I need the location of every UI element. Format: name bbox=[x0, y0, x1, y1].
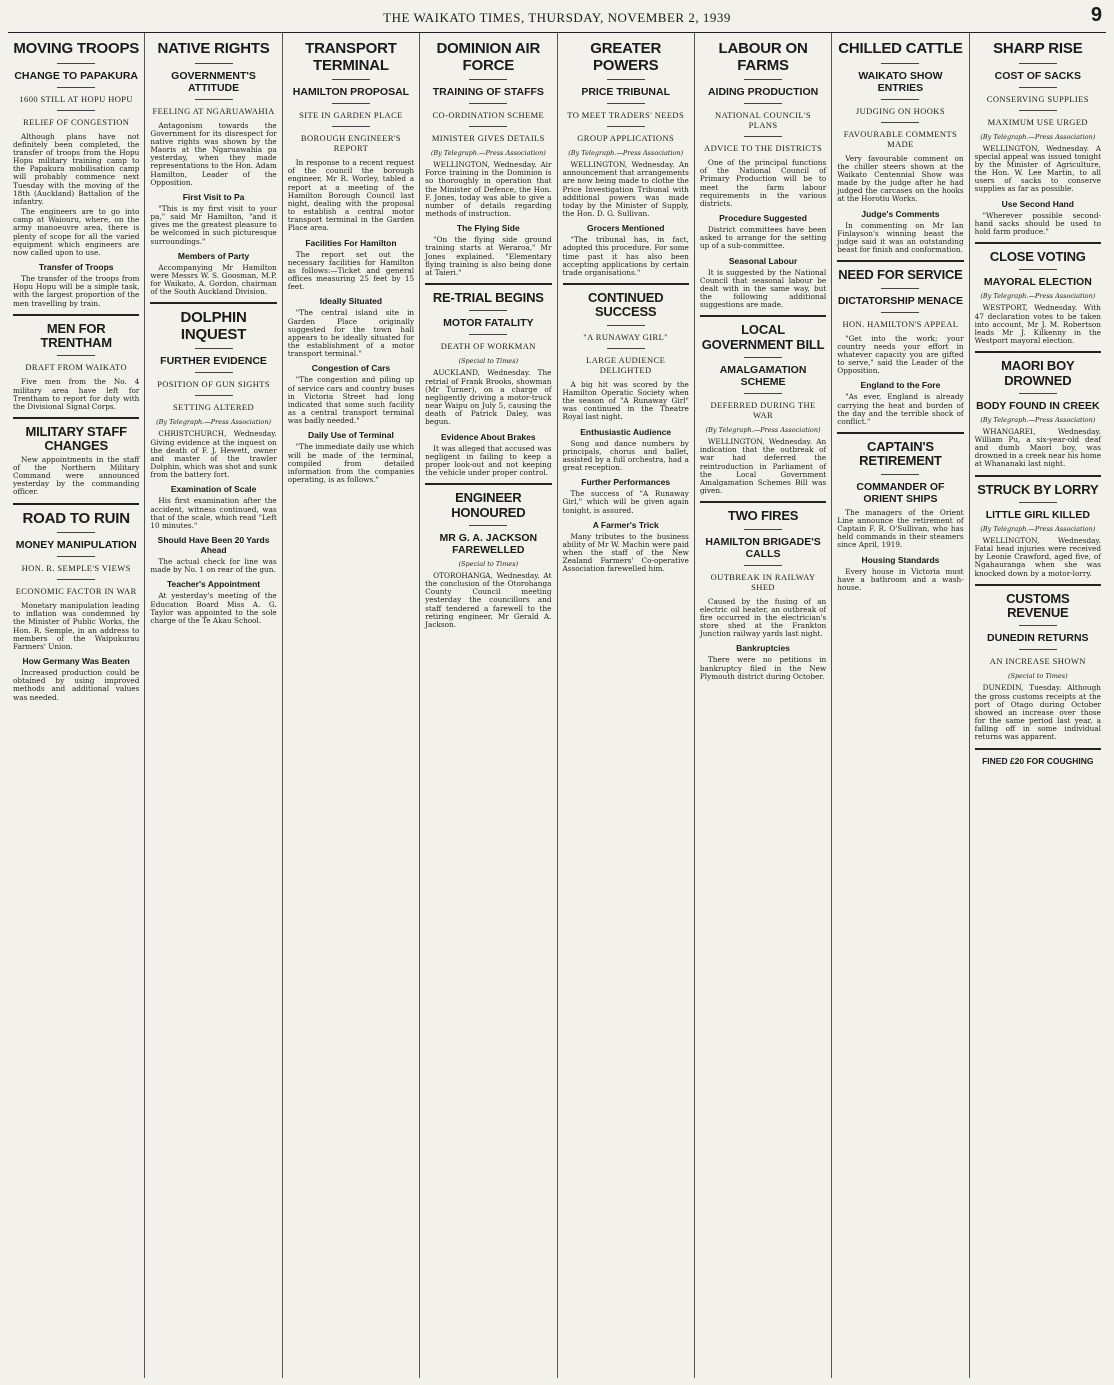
short-rule bbox=[1019, 393, 1057, 394]
divider bbox=[975, 351, 1101, 353]
subheading: HAMILTON BRIGADE'S CALLS bbox=[705, 535, 821, 560]
article-headline: STRUCK BY LORRY bbox=[977, 481, 1099, 497]
subheading: LITTLE GIRL KILLED bbox=[985, 508, 1090, 521]
masthead-title: THE WAIKATO TIMES, THURSDAY, NOVEMBER 2, 1939 bbox=[383, 10, 731, 25]
short-rule bbox=[744, 357, 782, 358]
short-rule bbox=[1019, 502, 1057, 503]
short-rule bbox=[195, 63, 233, 64]
subheading: COMMANDER OF ORIENT SHIPS bbox=[856, 480, 945, 505]
byline: (Special to Times) bbox=[1008, 672, 1068, 681]
article-section bbox=[425, 483, 551, 629]
paragraph: New appointments in the staff of the Northern Military Command were announced yesterday by the commanding officer. bbox=[13, 454, 140, 497]
paragraph: "Get into the work; your country needs your effort in whatever capacity you are gifted to serve," said the Leader of the Opposition. bbox=[837, 333, 964, 376]
byline: (By Telegraph.—Press Association) bbox=[980, 292, 1096, 301]
article-section bbox=[288, 430, 414, 484]
paragraph: WELLINGTON, Wednesday. A special appeal was issued tonight by the Minister of Agriculture, the Hon. W. Lee Martin, to all users of sacks to conserve supplies as far as possible. bbox=[974, 143, 1101, 194]
article-section bbox=[425, 223, 551, 277]
article-section bbox=[700, 41, 826, 208]
subheading: GOVERNMENT'S ATTITUDE bbox=[171, 69, 256, 94]
article-headline: CHILLED CATTLE bbox=[838, 40, 963, 57]
byline: (By Telegraph.—Press Association) bbox=[980, 524, 1096, 533]
article-headline: RE-TRIAL BEGINS bbox=[432, 290, 544, 306]
paragraph: It is suggested by the National Council that seasonal labour be dealt with in the same way, but the following additional suggestions are made. bbox=[699, 267, 827, 310]
subheading-tertiary: ECONOMIC FACTOR IN WAR bbox=[15, 586, 137, 596]
paragraph: WELLINGTON, Wednesday. Fatal head injuries were received by Leonie Crawford, aged five, of Ngahauranga when she was knocked down by a motor-lorry. bbox=[974, 535, 1101, 578]
article-headline: NATIVE RIGHTS bbox=[157, 40, 270, 57]
subheading-secondary: DEFERRED DURING THE WAR bbox=[710, 400, 816, 420]
paragraph: The report set out the necessary facilities for Hamilton as follows:—Ticket and general offices measuring 25 feet by 15 feet. bbox=[287, 249, 415, 292]
article-section bbox=[837, 260, 963, 375]
paragraph: "This is my first visit to your pa," said Mr Hamilton, "and it gives me the greatest pleasure to be welcomed in such picturesque surroundings." bbox=[150, 203, 277, 246]
short-rule bbox=[195, 348, 233, 349]
side-heading: First Visit to Pa bbox=[182, 191, 245, 202]
short-rule bbox=[332, 126, 370, 127]
paragraph: AUCKLAND, Wednesday. The retrial of Frank Brooks, showman (Mr Turner), on a charge of negligently driving a motor-truck near Waipu on July 5, causing the death of Patrick Daley, was begun. bbox=[425, 368, 552, 427]
article-section bbox=[150, 41, 276, 187]
paragraph: DUNEDIN, Tuesday. Although the gross customs receipts at the port of Otago during October showed an increase over those for the same period last year, a falling off in some individual returns was apparent. bbox=[974, 683, 1101, 742]
article-section bbox=[975, 475, 1101, 578]
article-headline: MILITARY STAFF CHANGES bbox=[25, 424, 127, 454]
paragraph: "The immediate daily use which will be made of the terminal, compiled from detailed information from the companies operating, is as follows." bbox=[287, 442, 415, 485]
side-heading: Daily Use of Terminal bbox=[308, 430, 394, 441]
subheading-tertiary: FAVOURABLE COMMENTS MADE bbox=[843, 128, 958, 149]
divider bbox=[975, 748, 1101, 750]
article-headline: GREATER POWERS bbox=[590, 40, 662, 74]
short-rule bbox=[881, 474, 919, 475]
paragraph: Accompanying Mr Hamilton were Messrs W. S. Goosman, M.P. for Waikato, A. Gordon, chairman of the South Auckland Division. bbox=[150, 262, 277, 297]
subheading: DUNEDIN RETURNS bbox=[987, 632, 1089, 645]
paragraph: His first examination after the accident, witness continued, was that of the scale, which read "Left 10 minutes." bbox=[150, 496, 277, 530]
column-3 bbox=[283, 33, 420, 1378]
article-section bbox=[700, 315, 826, 495]
paragraph: CHRISTCHURCH, Wednesday. Giving evidence at the inquest on the death of F. J. Hewett, owner and master of the trawler Dolphin, which was shot and sunk from the battery fort. bbox=[150, 429, 277, 480]
article-section bbox=[288, 363, 414, 425]
subheading-secondary: TO MEET TRADERS' NEEDS bbox=[567, 110, 685, 120]
subheading: MONEY MANIPULATION bbox=[15, 539, 137, 551]
article-section bbox=[700, 213, 826, 251]
byline: (By Telegraph.—Press Association) bbox=[568, 149, 684, 157]
paragraph: Monetary manipulation leading to inflation was condemned by the Minister of Public Works, the Hon. R. Semple, in an address to members of the Waipukurau Farmers' Union. bbox=[13, 601, 140, 651]
article-headline: LOCAL GOVERNMENT BILL bbox=[701, 322, 825, 352]
article-section bbox=[13, 314, 139, 411]
divider bbox=[425, 283, 551, 285]
side-heading: Examination of Scale bbox=[170, 484, 257, 495]
short-rule bbox=[744, 103, 782, 104]
side-heading: Teacher's Appointment bbox=[166, 579, 261, 590]
side-heading: Enthusiastic Audience bbox=[580, 426, 672, 437]
short-rule bbox=[332, 79, 370, 80]
paragraph: "The tribunal has, in fact, adopted this procedure. For some time past it has also been accepting applications by certain trade organisations." bbox=[562, 235, 689, 277]
short-rule bbox=[744, 565, 782, 566]
article-section bbox=[288, 41, 414, 233]
columns bbox=[8, 33, 1106, 1378]
article-section bbox=[563, 283, 689, 421]
subheading: BODY FOUND IN CREEK bbox=[976, 399, 1100, 412]
subheading-tertiary: RELIEF OF CONGESTION bbox=[23, 116, 130, 127]
subheading: MAYORAL ELECTION bbox=[983, 276, 1092, 289]
article-section bbox=[13, 656, 139, 702]
article-headline: TWO FIRES bbox=[727, 508, 799, 524]
subheading: CHANGE TO PAPAKURA bbox=[14, 69, 139, 82]
article-section bbox=[563, 427, 689, 473]
short-rule bbox=[744, 529, 782, 530]
column-6 bbox=[695, 33, 832, 1378]
short-rule bbox=[881, 312, 919, 313]
paragraph: The actual check for line was made by No. 1 on rear of the gun. bbox=[150, 557, 277, 575]
paragraph: Increased production could be obtained by using improved methods and additional values was needed. bbox=[13, 668, 140, 702]
paragraph: WHANGAREI, Wednesday. William Pu, a six-year-old deaf and dumb Maori boy, was drowned in a creek near his home at Whananaki last night. bbox=[974, 426, 1102, 469]
short-rule bbox=[744, 136, 782, 137]
article-section bbox=[563, 41, 689, 218]
article-section bbox=[13, 262, 139, 308]
side-heading: Grocers Mentioned bbox=[586, 223, 665, 234]
side-heading: Should Have Been 20 Yards Ahead bbox=[157, 535, 270, 556]
paragraph: Caused by the fusing of an electric oil heater, an outbreak of fire occurred in the electrician's store shed at the Frankton Junction railway yards last night. bbox=[699, 596, 827, 639]
divider bbox=[13, 314, 139, 316]
short-rule bbox=[469, 103, 507, 104]
article-section bbox=[13, 503, 139, 652]
side-heading: Facilities For Hamilton bbox=[305, 237, 397, 248]
paragraph: WELLINGTON, Wednesday. An announcement that arrangements are now being made to clothe the Price Investigation Tribunal with additional powers was made today by the Minister of Supply, the Hon. D. G. Sullivan. bbox=[562, 160, 689, 219]
divider bbox=[975, 475, 1101, 477]
short-rule bbox=[469, 126, 507, 127]
paragraph: The success of "A Runaway Girl," which will be given again tonight, is assured. bbox=[562, 489, 689, 515]
side-heading: Procedure Suggested bbox=[719, 213, 807, 224]
article-section bbox=[563, 520, 689, 574]
article-section bbox=[563, 477, 689, 515]
article-section bbox=[975, 351, 1101, 468]
subheading: AIDING PRODUCTION bbox=[707, 86, 819, 98]
article-section bbox=[563, 223, 689, 277]
paragraph: "The congestion and piling up of service cars and country buses in Victoria Street had long indicated that some such facility as a central transport terminal was badly needed." bbox=[287, 375, 415, 426]
short-rule bbox=[1019, 269, 1057, 270]
subheading: HAMILTON PROPOSAL bbox=[292, 86, 410, 98]
article-section bbox=[700, 643, 826, 681]
subheading: TRAINING OF STAFFS bbox=[432, 86, 544, 98]
byline: (By Telegraph.—Press Association) bbox=[705, 426, 821, 434]
short-rule bbox=[469, 525, 507, 526]
short-rule bbox=[195, 372, 233, 373]
article-section bbox=[837, 380, 963, 426]
subheading-secondary: CONSERVING SUPPLIES bbox=[986, 93, 1089, 104]
byline: (By Telegraph.—Press Association) bbox=[980, 415, 1096, 424]
article-section bbox=[837, 209, 963, 255]
divider bbox=[700, 501, 826, 503]
paragraph: Very favourable comment on the chiller steers shown at the Waikato Centennial Show was made by the judge after he had judged the carcases on the hooks at the Horotiu Works. bbox=[837, 153, 964, 204]
subheading-secondary: SITE IN GARDEN PLACE bbox=[299, 110, 403, 120]
short-rule bbox=[1019, 63, 1057, 64]
short-rule bbox=[332, 103, 370, 104]
page-number: 9 bbox=[1090, 4, 1102, 26]
article-headline: LABOUR ON FARMS bbox=[718, 40, 808, 74]
column-2 bbox=[145, 33, 282, 1378]
article-section bbox=[288, 296, 414, 358]
short-rule bbox=[57, 87, 95, 88]
paragraph: One of the principal functions of the National Council of Primary Production will be to meet the farm labour requirements in the various districts. bbox=[699, 158, 827, 208]
article-headline: NEED FOR SERVICE bbox=[838, 267, 963, 283]
short-rule bbox=[1019, 110, 1057, 111]
byline: (By Telegraph.—Press Association) bbox=[980, 132, 1096, 141]
short-rule bbox=[57, 579, 95, 580]
subheading: MR G. A. JACKSON FAREWELLED bbox=[439, 531, 538, 556]
byline: (Special to Times) bbox=[458, 357, 519, 366]
byline: (Special to Times) bbox=[458, 559, 519, 568]
short-rule bbox=[744, 393, 782, 394]
paragraph: Although plans have not definitely been completed, the transfer of troops from the Hopu Hopu military training camp to the Papakura mobilisation camp will probably commence next Tuesday with the moving of the 18th (Auckland) Battalion of the infantry. bbox=[13, 131, 140, 206]
column-4 bbox=[420, 33, 557, 1378]
subheading-secondary: AN INCREASE SHOWN bbox=[989, 656, 1086, 667]
paragraph: "Wherever possible second-hand sacks should be used to hold farm produce." bbox=[974, 210, 1101, 236]
article-section bbox=[13, 41, 139, 257]
side-heading: Ideally Situated bbox=[319, 296, 383, 307]
short-rule bbox=[1019, 649, 1057, 650]
paragraph: The transfer of the troops from Hopu Hopu will be a simple task, with the largest proportion of the men travelling by train. bbox=[13, 274, 140, 308]
divider bbox=[975, 242, 1101, 244]
subheading-tertiary: GROUP APPLICATIONS bbox=[577, 133, 675, 143]
byline: (By Telegraph.—Press Association) bbox=[156, 418, 272, 427]
article-section bbox=[837, 555, 963, 593]
article-headline: CLOSE VOTING bbox=[989, 249, 1086, 265]
paragraph: Song and dance numbers by principals, chorus and ballet, assisted by a full orchestra, had a great reception. bbox=[562, 438, 689, 473]
side-heading: England to the Fore bbox=[860, 380, 941, 391]
subheading-tertiary: BOROUGH ENGINEER'S REPORT bbox=[300, 133, 401, 153]
article-section bbox=[150, 192, 276, 246]
byline: (By Telegraph.—Press Association) bbox=[430, 149, 546, 157]
article-headline: ENGINEER HONOURED bbox=[451, 490, 526, 520]
short-rule bbox=[881, 122, 919, 123]
article-section bbox=[837, 432, 963, 549]
subheading: PRICE TRIBUNAL bbox=[581, 86, 671, 98]
paragraph: Five men from the No. 4 military area have left for Trentham to report for duty with the Divisional Signal Corps. bbox=[13, 377, 140, 411]
side-heading: Bankruptcies bbox=[736, 643, 790, 654]
short-rule bbox=[607, 126, 645, 127]
article-section bbox=[425, 432, 551, 478]
subheading-secondary: CO-ORDINATION SCHEME bbox=[432, 110, 545, 120]
paragraph: There were no petitions in bankruptcy filed in the New Plymouth district during October. bbox=[699, 655, 827, 681]
divider bbox=[700, 315, 826, 317]
article-section bbox=[975, 748, 1101, 766]
side-heading: Members of Party bbox=[177, 250, 250, 261]
column-7 bbox=[832, 33, 969, 1378]
subheading-tertiary: MAXIMUM USE URGED bbox=[987, 116, 1088, 127]
side-heading: Use Second Hand bbox=[1001, 198, 1074, 209]
article-headline: TRANSPORT TERMINAL bbox=[305, 40, 397, 74]
paragraph: It was alleged that accused was negligent in failing to keep a proper look-out and not keeping the vehicle under proper control. bbox=[425, 443, 552, 478]
subheading-secondary: POSITION OF GUN SIGHTS bbox=[157, 379, 271, 390]
article-section bbox=[975, 584, 1101, 742]
article-section bbox=[837, 41, 963, 204]
subheading-secondary: HON. HAMILTON'S APPEAL bbox=[842, 318, 959, 329]
side-heading: Seasonal Labour bbox=[728, 255, 798, 266]
short-rule bbox=[195, 99, 233, 100]
masthead bbox=[8, 4, 1106, 33]
article-headline: CAPTAIN'S RETIREMENT bbox=[859, 439, 942, 469]
side-heading: A Farmer's Trick bbox=[592, 519, 659, 530]
paragraph: District committees have been asked to arrange for the setting up of a sub-committee. bbox=[699, 225, 827, 251]
subheading-tertiary: LARGE AUDIENCE DELIGHTED bbox=[586, 354, 666, 375]
paragraph: Antagonism towards the Government for its disrespect for native rights was shown by the Maoris at the Ngaruawahia pa yesterday, when they made representations to the Hon. Adam Hamilton, Leader of the Opposition. bbox=[150, 120, 277, 187]
paragraph: Every house in Victoria must have a bathroom and a wash-house. bbox=[837, 566, 964, 592]
article-headline: CUSTOMS REVENUE bbox=[1006, 590, 1070, 621]
paragraph: OTOROHANGA, Wednesday. At the conclusion of the Otorohanga County Council meeting yesterday the councillors and staff tendered a farewell to the retiring engineer, Mr Gerald A. Jackson. bbox=[425, 570, 552, 629]
short-rule bbox=[607, 325, 645, 326]
paragraph: "As ever, England is already carrying the heat and burden of the day and the terrible shock of conflict." bbox=[837, 392, 964, 426]
paragraph: At yesterday's meeting of the Education Board Miss A. G. Taylor was appointed to the sole charge of the Te Akau School. bbox=[150, 591, 277, 625]
short-rule bbox=[744, 79, 782, 80]
subheading-secondary: NATIONAL COUNCIL'S PLANS bbox=[715, 110, 812, 130]
article-section bbox=[150, 579, 276, 625]
divider bbox=[837, 432, 963, 434]
divider bbox=[563, 283, 689, 285]
subheading: MOTOR FATALITY bbox=[443, 317, 534, 330]
divider bbox=[425, 483, 551, 485]
divider bbox=[975, 584, 1101, 586]
side-heading: How Germany Was Beaten bbox=[22, 656, 130, 667]
side-heading: Housing Standards bbox=[861, 554, 940, 565]
short-rule bbox=[57, 532, 95, 533]
article-section bbox=[150, 251, 276, 297]
article-section bbox=[150, 484, 276, 530]
subheading: WAIKATO SHOW ENTRIES bbox=[858, 69, 943, 94]
article-headline: MOVING TROOPS bbox=[13, 40, 140, 57]
paragraph: "The central island site in Garden Place originally suggested for the town hall appears to be ideally situated for the establishment of a motor transport terminal." bbox=[287, 308, 415, 359]
article-headline: ROAD TO RUIN bbox=[22, 509, 130, 527]
paragraph: "On the flying side ground training starts at Weraroa," Mr Jones explained. "Elementary flying training is also being done at Taieri." bbox=[425, 235, 552, 277]
article-headline: CONTINUED SUCCESS bbox=[587, 290, 664, 320]
short-rule bbox=[607, 103, 645, 104]
subheading-secondary: OUTBREAK IN RAILWAY SHED bbox=[710, 571, 816, 592]
short-rule bbox=[1019, 87, 1057, 88]
divider bbox=[13, 417, 139, 419]
subheading-secondary: 1600 STILL AT HOPU HOPU bbox=[19, 93, 133, 104]
divider bbox=[837, 260, 963, 262]
article-headline: DOMINION AIR FORCE bbox=[436, 40, 541, 74]
short-rule bbox=[195, 395, 233, 396]
article-section bbox=[13, 417, 139, 496]
article-section bbox=[975, 242, 1101, 345]
paragraph: WELLINGTON, Wednesday. Air Force training in the Dominion is so thoroughly in operation that the Minister of Defence, the Hon. F. Jones, today was able to give a number of details regarding methods of instruction. bbox=[425, 160, 552, 219]
short-rule bbox=[469, 79, 507, 80]
divider bbox=[150, 302, 276, 304]
footnote-heading: FINED £20 FOR COUGHING bbox=[982, 755, 1094, 766]
short-rule bbox=[881, 63, 919, 64]
paragraph: Many tributes to the business ability of Mr W. Machin were paid when the staff of the New Zealand Farmers' Co-operative Association farewelled him. bbox=[562, 531, 689, 574]
subheading-tertiary: SETTING ALTERED bbox=[173, 402, 255, 413]
column-8 bbox=[970, 33, 1106, 1378]
subheading-secondary: HON. R. SEMPLE'S VIEWS bbox=[21, 563, 131, 573]
subheading-secondary: "A RUNAWAY GIRL" bbox=[583, 331, 669, 342]
article-section bbox=[425, 41, 551, 218]
article-section bbox=[975, 199, 1101, 237]
column-5 bbox=[558, 33, 695, 1378]
paragraph: A big hit was scored by the Hamilton Operatic Society when the season of "A Runaway Girl" was continued in the Theatre Royal last night. bbox=[562, 379, 689, 422]
side-heading: Congestion of Cars bbox=[311, 363, 391, 374]
subheading-tertiary: ADVICE TO THE DISTRICTS bbox=[704, 143, 823, 153]
article-section bbox=[425, 283, 551, 427]
article-headline: MEN FOR TRENTHAM bbox=[40, 320, 112, 351]
subheading: DICTATORSHIP MENACE bbox=[837, 294, 964, 307]
subheading-secondary: DEATH OF WORKMAN bbox=[440, 341, 536, 352]
short-rule bbox=[1019, 625, 1057, 626]
side-heading: Evidence About Brakes bbox=[440, 431, 536, 442]
article-section bbox=[700, 256, 826, 310]
article-section bbox=[150, 302, 276, 479]
article-section bbox=[288, 238, 414, 292]
paragraph: WESTPORT, Wednesday. With 47 declaration votes to be taken into account, Mr J. M. Robertson leads Mr J. Kilkenny in the Westport mayoral election. bbox=[974, 303, 1101, 346]
short-rule bbox=[57, 556, 95, 557]
subheading-secondary: JUDGING ON HOOKS bbox=[855, 105, 945, 116]
paragraph: The managers of the Orient Line announce the retirement of Captain F. R. O'Sullivan, who has held commands in their steamers since April, 1919. bbox=[837, 507, 964, 550]
short-rule bbox=[607, 348, 645, 349]
short-rule bbox=[881, 288, 919, 289]
article-section bbox=[975, 41, 1101, 194]
short-rule bbox=[469, 334, 507, 335]
paragraph: In commenting on Mr Ian Finlayson's winning beast the judge said it was an outstanding beast for finish and conformation. bbox=[837, 220, 964, 255]
article-headline: MAORI BOY DROWNED bbox=[1001, 358, 1075, 388]
article-section bbox=[150, 535, 276, 574]
side-heading: The Flying Side bbox=[456, 223, 520, 234]
paragraph: The engineers are to go into camp at Waiouru, where, on the army manoeuvre area, there is plenty of scope for all the varied equipment which engineers are now called upon to use. bbox=[13, 207, 140, 257]
divider bbox=[13, 503, 139, 505]
article-section bbox=[700, 501, 826, 638]
side-heading: Judge's Comments bbox=[861, 208, 940, 219]
subheading-secondary: FEELING AT NGARUAWAHIA bbox=[152, 105, 275, 116]
subheading: COST OF SACKS bbox=[994, 69, 1081, 82]
column-1 bbox=[8, 33, 145, 1378]
short-rule bbox=[57, 63, 95, 64]
paragraph: In response to a recent request of the council the borough engineer, Mr R. Worley, tabled a report at a meeting of the Hamilton Borough Council last night, dealing with the proposal to establish a central motor transport terminal in the Garden Place area. bbox=[287, 158, 415, 233]
subheading: FURTHER EVIDENCE bbox=[160, 355, 267, 368]
subheading-tertiary: MINISTER GIVES DETAILS bbox=[431, 133, 545, 143]
short-rule bbox=[469, 310, 507, 311]
side-heading: Transfer of Troops bbox=[38, 262, 114, 273]
side-heading: Further Performances bbox=[581, 477, 671, 488]
short-rule bbox=[607, 79, 645, 80]
subheading: AMALGAMATION SCHEME bbox=[719, 364, 807, 388]
short-rule bbox=[57, 110, 95, 111]
subheading-secondary: DRAFT FROM WAIKATO bbox=[25, 362, 128, 373]
short-rule bbox=[881, 99, 919, 100]
short-rule bbox=[57, 355, 95, 356]
article-headline: SHARP RISE bbox=[993, 40, 1083, 57]
article-headline: DOLPHIN INQUEST bbox=[180, 309, 247, 343]
paragraph: WELLINGTON, Wednesday. An indication that the outbreak of war had deferred the reintroduction in Parliament of the Local Government Amalgamation Schemes Bill was given. bbox=[699, 437, 827, 496]
